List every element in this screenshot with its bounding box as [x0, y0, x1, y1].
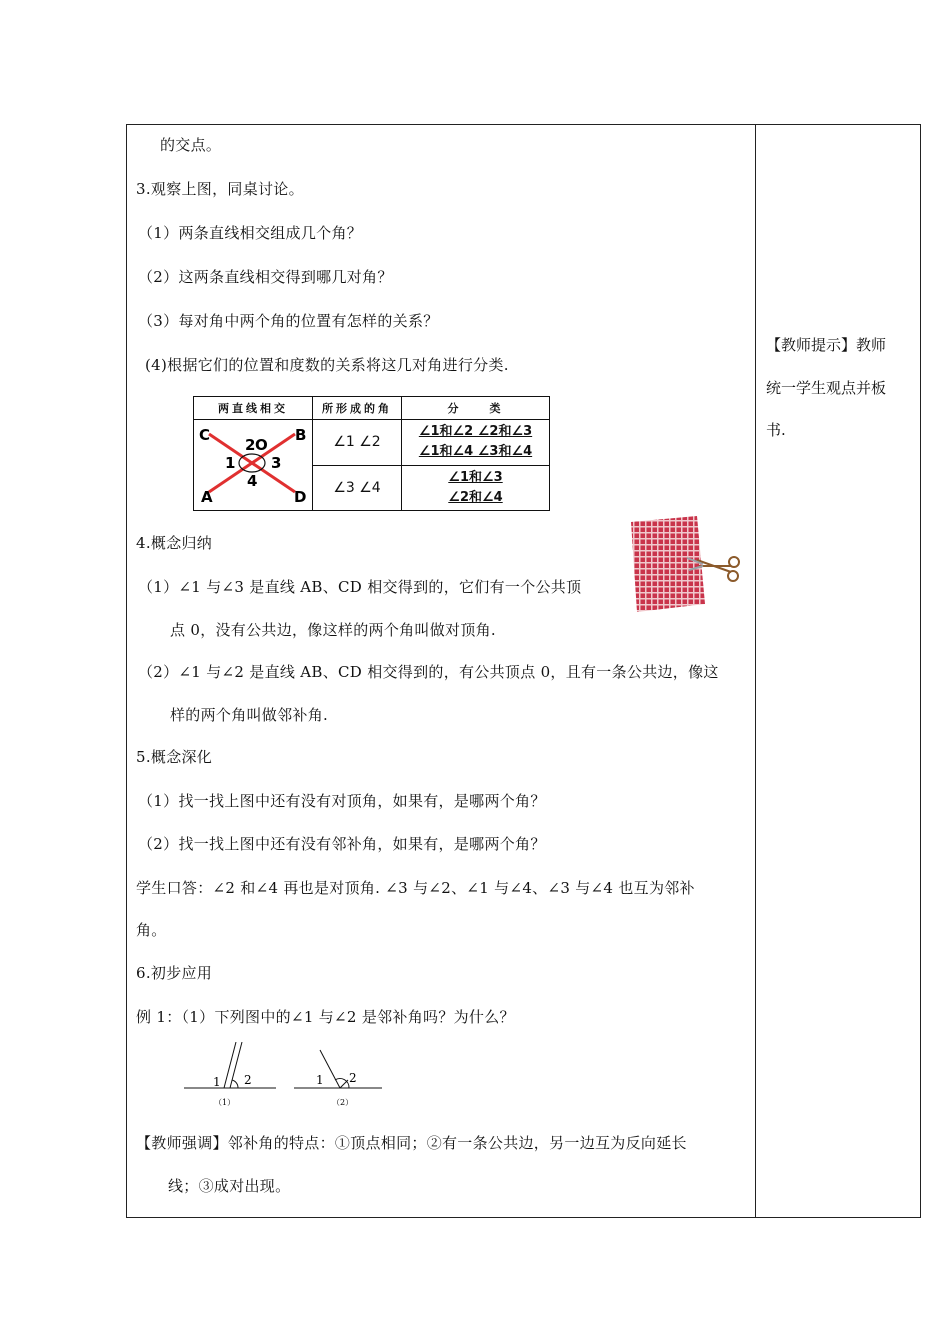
concept-1-line-2: 点 0，没有公共边，像这样的两个角叫做对顶角. [170, 621, 496, 639]
label-a: A [201, 488, 213, 506]
example-1-question: 例 1：（1）下列图中的∠1 与∠2 是邻补角吗？为什么？ [136, 1008, 515, 1026]
fig1-angle-2: 2 [244, 1073, 252, 1087]
column-divider [755, 124, 756, 1218]
classification-table [193, 396, 550, 511]
deepen-question-2: （2）找一找上图中还有没有邻补角，如果有，是哪两个角？ [138, 835, 546, 853]
angle-label-3: 3 [271, 454, 282, 472]
student-answer-line-2: 角。 [136, 921, 167, 939]
teacher-tip-line-1: 【教师提示】教师 [766, 336, 887, 354]
vertical-pairs-line-1: ∠1和∠3 [448, 469, 503, 485]
header-classification: 分 类 [402, 397, 550, 420]
teacher-emphasis-line-1: 【教师强调】邻补角的特点：①顶点相同；②有一条公共边，另一边互为反向延长 [136, 1134, 687, 1152]
figure-1 [184, 1042, 276, 1107]
question-2: （2）这两条直线相交得到哪几对角？ [138, 268, 393, 286]
example-figures [180, 1042, 390, 1108]
vertical-pairs-cell [402, 465, 550, 511]
angles-row-2: ∠3 ∠4 [313, 465, 402, 511]
section-4-heading: 4.概念归纳 [136, 534, 213, 552]
adjacent-pairs-line-1: ∠1和∠2 ∠2和∠3 [418, 424, 533, 440]
section-5-heading: 5.概念深化 [136, 748, 213, 766]
teacher-tip-line-2: 统一学生观点并板 [766, 379, 887, 397]
question-4: (4)根据它们的位置和度数的关系将这几对角进行分类. [145, 356, 509, 374]
adjacent-pairs-line-2: ∠1和∠4 ∠3和∠4 [418, 444, 533, 460]
teacher-emphasis-line-2: 线；③成对出现。 [168, 1177, 291, 1195]
angle-label-4: 4 [247, 472, 258, 490]
deepen-question-1: （1）找一找上图中还有没有对顶角，如果有，是哪两个角？ [138, 792, 546, 810]
fig2-angle-1: 1 [316, 1073, 324, 1087]
point-label-o: O [255, 436, 268, 454]
section-3-heading: 3.观察上图，同桌讨论。 [136, 180, 304, 198]
angle-label-2: 2 [245, 436, 256, 454]
label-d: D [294, 488, 307, 506]
student-answer-line-1: 学生口答：∠2 和∠4 再也是对顶角. ∠3 与∠2、∠1 与∠4、∠3 与∠4 也互为邻补 [136, 879, 695, 897]
fig2-angle-2: 2 [349, 1071, 357, 1085]
intersecting-lines-diagram [195, 420, 311, 506]
teacher-tip-line-3: 书. [766, 421, 786, 439]
line-intersection-point: 的交点。 [160, 136, 222, 154]
fig1-angle-1: 1 [213, 1075, 221, 1089]
header-intersection: 两直线相交 [194, 397, 313, 420]
angles-row-1: ∠1 ∠2 [313, 420, 402, 466]
fig2-caption: （2） [332, 1098, 354, 1107]
angle-label-1: 1 [225, 454, 236, 472]
intersection-diagram-cell [194, 420, 313, 511]
label-c: C [199, 426, 211, 444]
concept-1-line-1: （1）∠1 与∠3 是直线 AB、CD 相交得到的，它们有一个公共顶 [138, 578, 582, 596]
concept-2-line-1: （2）∠1 与∠2 是直线 AB、CD 相交得到的，有公共顶点 0，且有一条公共边，像这 [138, 663, 719, 681]
vertical-pairs-line-2: ∠2和∠4 [448, 489, 503, 505]
fig1-caption: （1） [214, 1098, 236, 1107]
concept-2-line-2: 样的两个角叫做邻补角. [170, 706, 329, 724]
figure-2 [294, 1050, 382, 1107]
section-6-heading: 6.初步应用 [136, 964, 213, 982]
label-b: B [295, 426, 307, 444]
adjacent-pairs-cell [402, 420, 550, 466]
header-angles: 所形成的角 [313, 397, 402, 420]
question-3: （3）每对角中两个角的位置有怎样的关系？ [138, 312, 439, 330]
question-1: （1）两条直线相交组成几个角？ [138, 224, 363, 242]
scissors-cloth-image [627, 514, 742, 614]
